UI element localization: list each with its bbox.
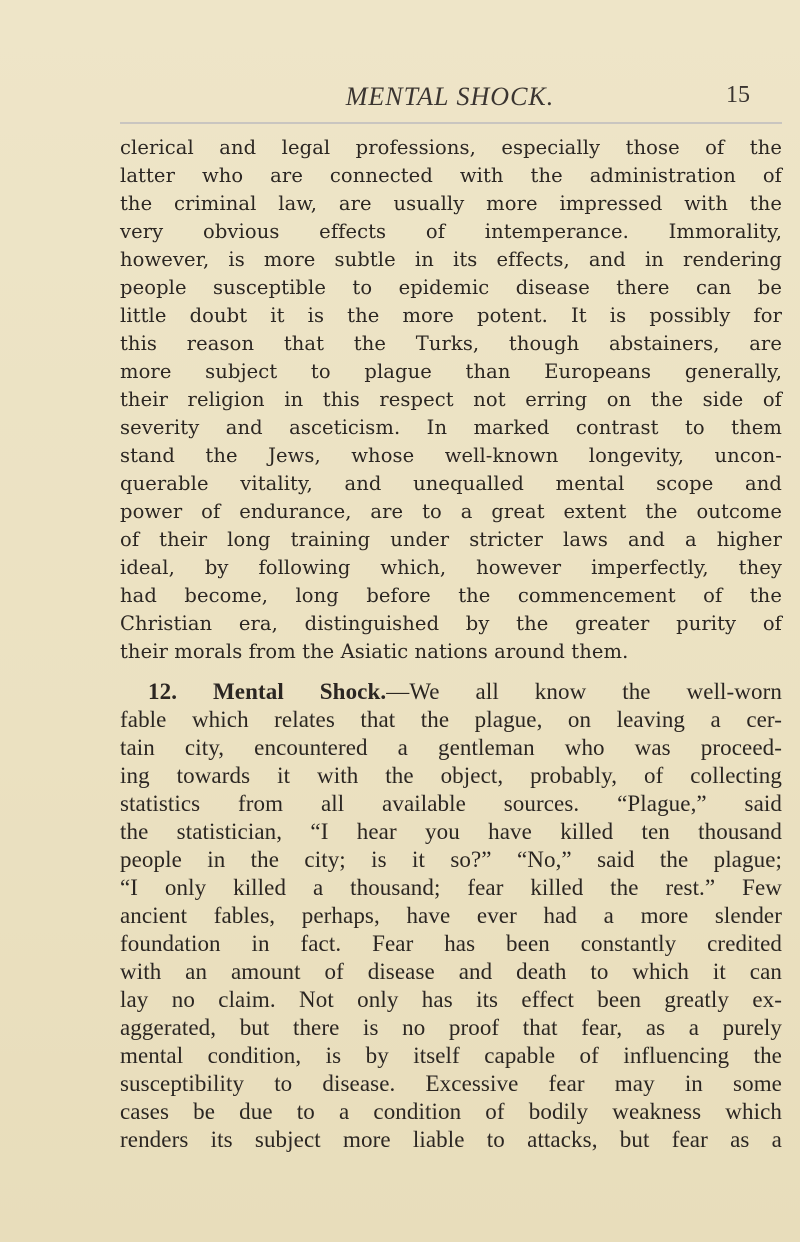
text-line: clerical and legal professions, especially those of the <box>120 136 782 159</box>
running-head <box>120 74 780 114</box>
text-line: ancient fables, perhaps, have ever had a more slender <box>120 903 782 928</box>
text-line: their religion in this respect not erring on the side of <box>120 388 782 411</box>
section-number: 12. <box>148 679 178 704</box>
text-line: ing towards it with the object, probably, of collecting <box>120 763 782 788</box>
text-line: fable which relates that the plague, on leaving a cer- <box>120 707 782 732</box>
section-first-line: —We all know the well-worn <box>386 679 782 704</box>
text-line: lay no claim. Not only has its effect been greatly ex- <box>120 987 782 1012</box>
text-line: the statistician, “I hear you have killed ten thousand <box>120 819 782 844</box>
text-line: the criminal law, are usually more impressed with the <box>120 192 782 215</box>
text-line: cases be due to a condition of bodily weakness which <box>120 1099 782 1124</box>
text-line: power of endurance, are to a great extent the outcome <box>120 500 782 523</box>
text-line: statistics from all available sources. “Plague,” said <box>120 791 782 816</box>
text-line: Christian era, distinguished by the greater purity of <box>120 612 782 635</box>
text-line: this reason that the Turks, though abstainers, are <box>120 332 782 355</box>
text-line: stand the Jews, whose well-known longevity, uncon- <box>120 444 782 467</box>
section-title: Mental Shock. <box>213 679 387 704</box>
text-line: their morals from the Asiatic nations around them. <box>120 640 629 663</box>
text-line: renders its subject more liable to attacks, but fear as a <box>120 1127 782 1152</box>
text-line: foundation in fact. Fear has been constantly credited <box>120 931 782 956</box>
page-number: 15 <box>726 82 750 108</box>
text-line: querable vitality, and unequalled mental scope and <box>120 472 782 495</box>
text-line: “I only killed a thousand; fear killed the rest.” Few <box>120 875 782 900</box>
text-line: severity and asceticism. In marked contrast to them <box>120 416 782 439</box>
text-line: had become, long before the commencement of the <box>120 584 782 607</box>
text-line: tain city, encountered a gentleman who was proceed- <box>120 735 782 760</box>
text-line: latter who are connected with the administration of <box>120 164 782 187</box>
text-line: however, is more subtle in its effects, and in rendering <box>120 248 782 271</box>
text-line: mental condition, is by itself capable of influencing the <box>120 1043 782 1068</box>
header-rule <box>120 122 782 124</box>
text-line: people in the city; is it so?” “No,” said the plague; <box>120 847 782 872</box>
text-line: ideal, by following which, however imperfectly, they <box>120 556 782 579</box>
text-line: of their long training under stricter laws and a higher <box>120 528 782 551</box>
text-line: little doubt it is the more potent. It is possibly for <box>120 304 782 327</box>
text-line: people susceptible to epidemic disease there can be <box>120 276 782 299</box>
text-line: with an amount of disease and death to which it can <box>120 959 782 984</box>
text-line: more subject to plague than Europeans generally, <box>120 360 782 383</box>
text-line: aggerated, but there is no proof that fear, as a purely <box>120 1015 782 1040</box>
section-heading-line <box>148 678 782 706</box>
text-line: susceptibility to disease. Excessive fear may in some <box>120 1071 782 1096</box>
text-line: very obvious effects of intemperance. Immorality, <box>120 220 782 243</box>
running-title: MENTAL SHOCK. <box>345 82 555 111</box>
